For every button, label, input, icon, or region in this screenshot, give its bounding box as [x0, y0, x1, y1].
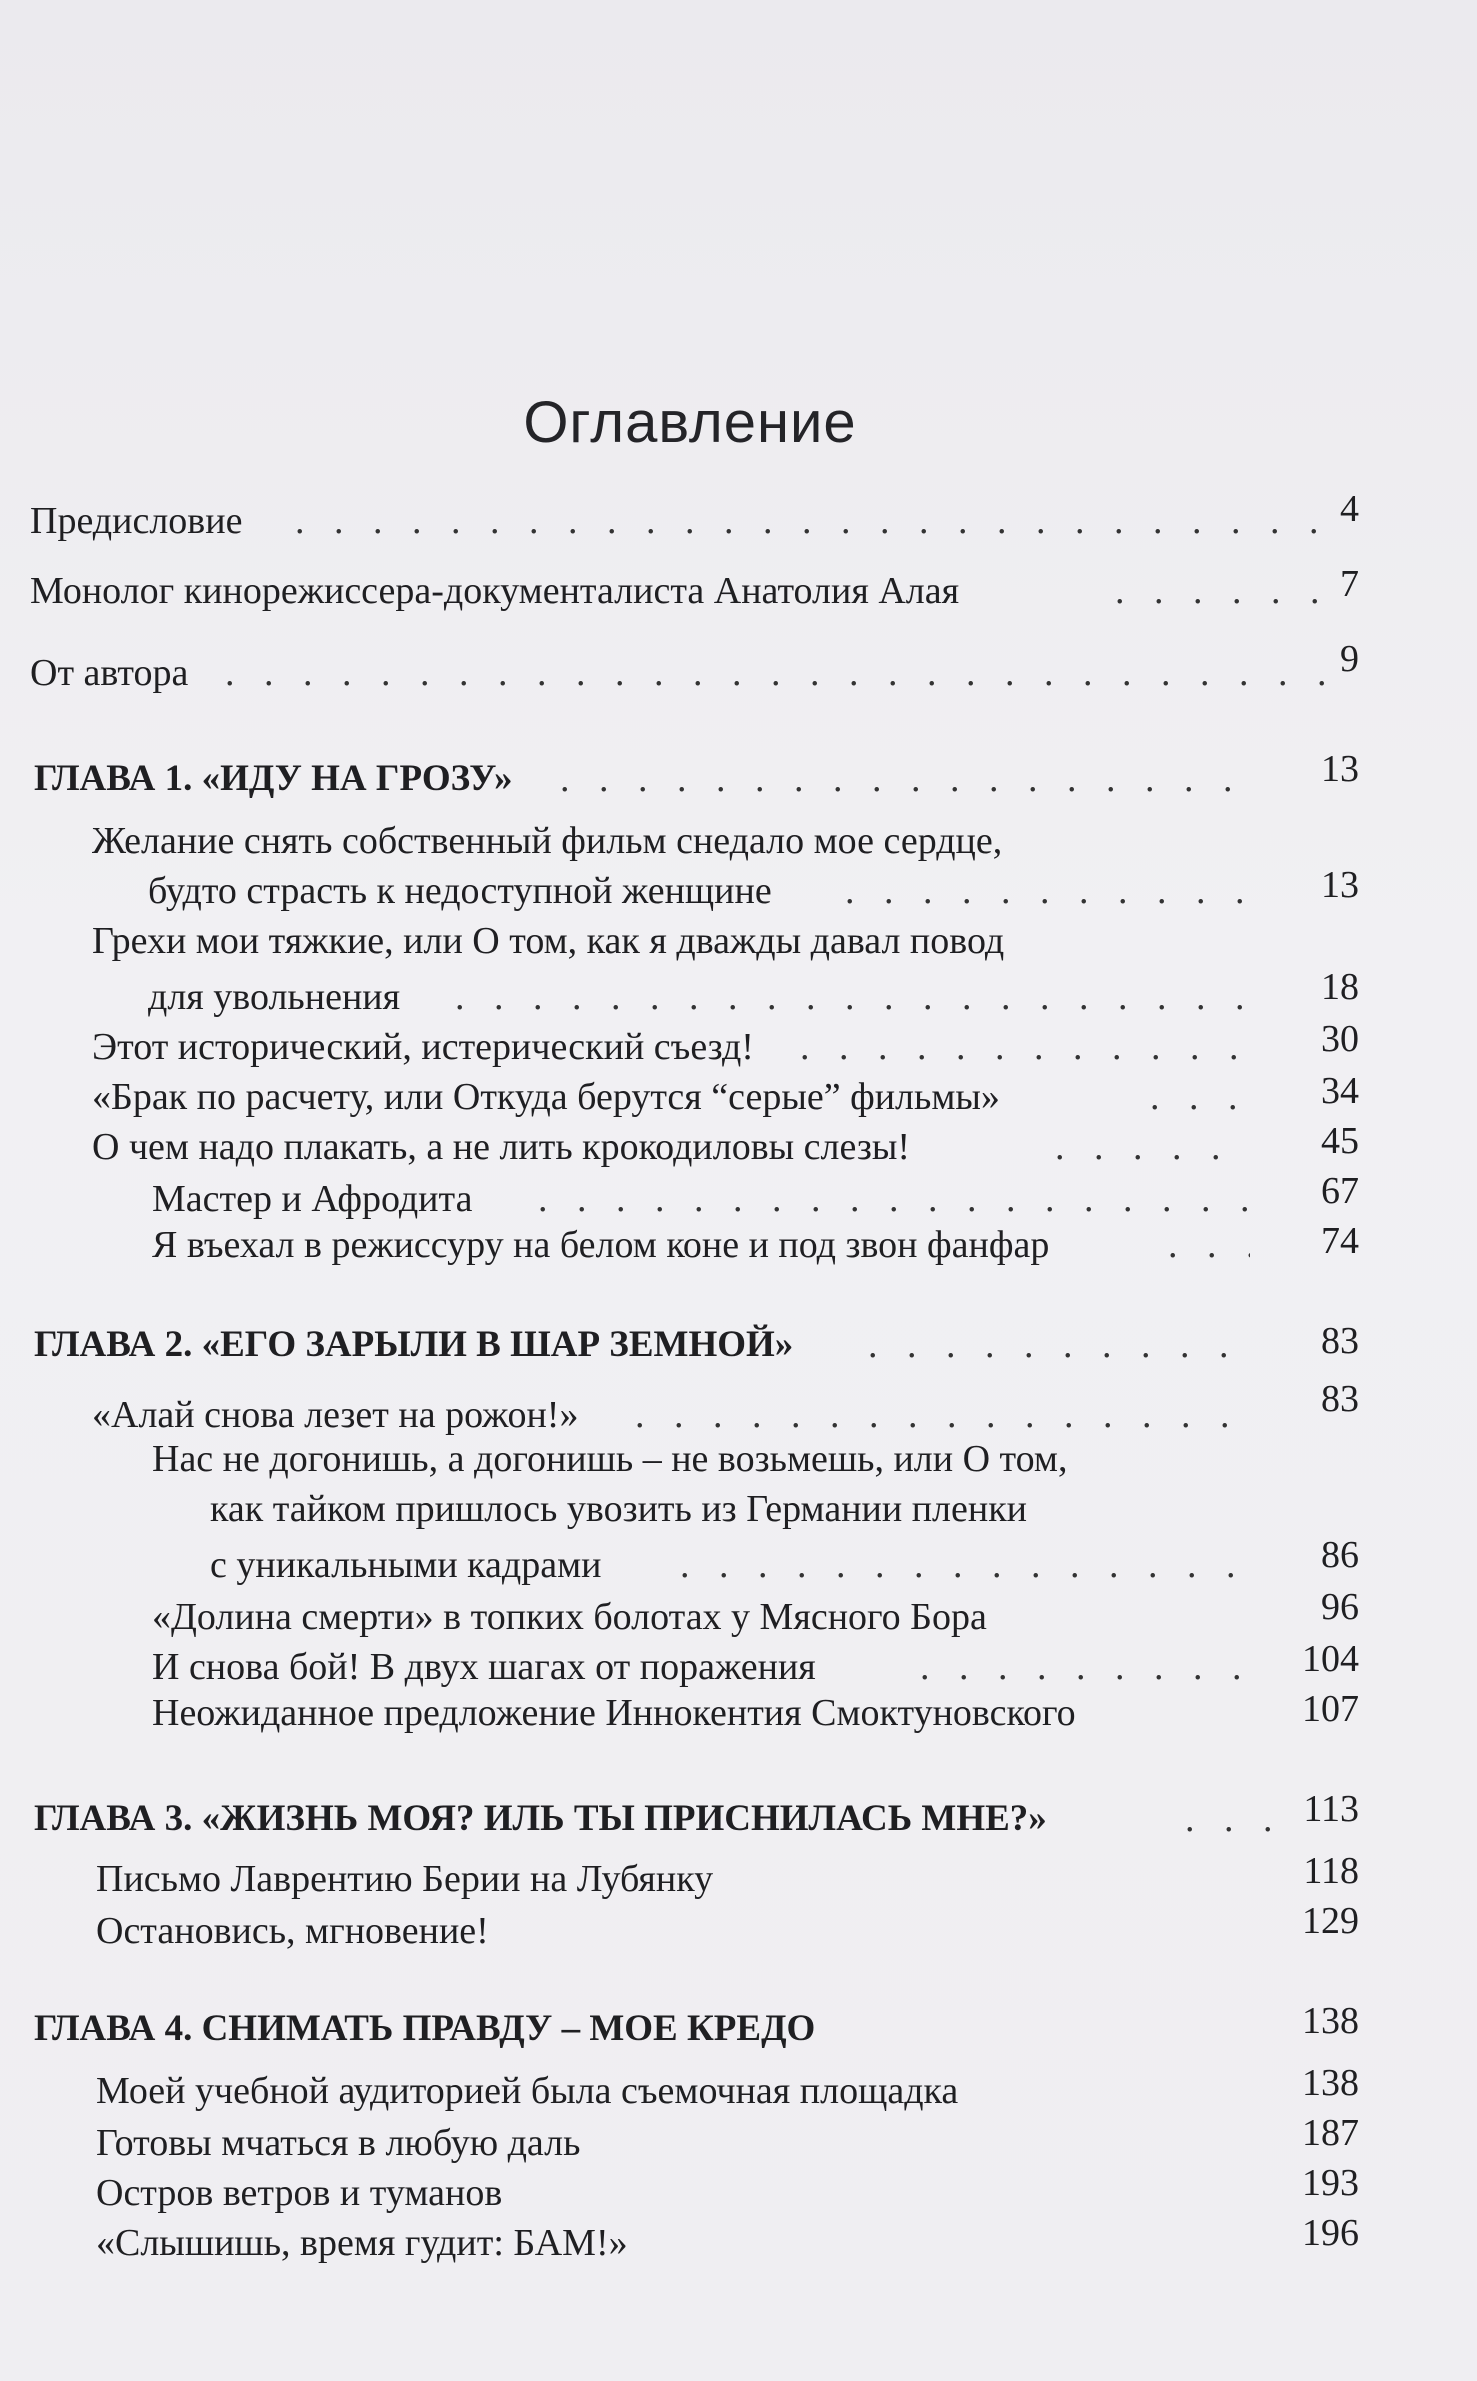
toc-page-number: 67	[1321, 1170, 1359, 1212]
dot-leader	[1055, 1128, 1250, 1166]
chapter-heading: ГЛАВА 4. СНИМАТЬ ПРАВДУ – МОЕ КРЕДО	[34, 2008, 816, 2049]
dot-leader	[920, 1648, 1250, 1686]
toc-page-number: 30	[1321, 1018, 1359, 1060]
toc-page-number: 118	[1303, 1850, 1359, 1892]
toc-entry-text: Я въехал в режиссуру на белом коне и под звон фанфар	[152, 1224, 1050, 1266]
toc-entry-text: Желание снять собственный фильм снедало мое сердце,	[92, 820, 1003, 862]
toc-page-number: 83	[1321, 1320, 1359, 1362]
toc-entry-text: Мастер и Афродита	[152, 1178, 473, 1220]
toc-page-number: 74	[1321, 1220, 1359, 1262]
toc-entry-text: И снова бой! В двух шагах от поражения	[152, 1646, 816, 1688]
dot-leader	[538, 1180, 1250, 1218]
chapter-heading: ГЛАВА 3. «ЖИЗНЬ МОЯ? ИЛЬ ТЫ ПРИСНИЛАСЬ МНЕ?»	[34, 1798, 1047, 1839]
toc-entry-text: О чем надо плакать, а не лить крокодиловы слезы!	[92, 1126, 911, 1168]
toc-entry-text: «Алай снова лезет на рожон!»	[92, 1394, 579, 1436]
chapter-heading: ГЛАВА 2. «ЕГО ЗАРЫЛИ В ШАР ЗЕМНОЙ»	[34, 1324, 794, 1365]
dot-leader	[635, 1396, 1250, 1434]
toc-entry-text: для увольнения	[148, 976, 401, 1018]
toc-entry-text: Предисловие	[30, 500, 243, 542]
toc-page-number: 193	[1302, 2162, 1359, 2204]
toc-entry-text: будто страсть к недоступной женщине	[148, 870, 772, 912]
page-title: Оглавление	[523, 389, 857, 455]
toc-entry-text: Остановись, мгновение!	[96, 1910, 489, 1952]
toc-page-number: 104	[1302, 1638, 1359, 1680]
toc-page-number: 129	[1302, 1900, 1359, 1942]
dot-leader	[1185, 1800, 1285, 1838]
toc-page-number: 34	[1321, 1070, 1359, 1112]
toc-page-number: 196	[1302, 2212, 1359, 2254]
toc-page-number: 9	[1340, 638, 1359, 680]
toc-page-number: 13	[1321, 748, 1359, 790]
toc-entry-text: с уникальными кадрами	[210, 1544, 602, 1586]
dot-leader	[1150, 1078, 1250, 1116]
dot-leader	[225, 654, 1330, 692]
toc-page-number: 113	[1303, 1788, 1359, 1830]
toc-page-number: 96	[1321, 1586, 1359, 1628]
toc-entry-text: Монолог кинорежиссера-документалиста Анатолия Алая	[30, 570, 960, 612]
dot-leader	[680, 1546, 1250, 1584]
toc-entry-text: «Слышишь, время гудит: БАМ!»	[96, 2222, 628, 2264]
toc-page-number: 7	[1340, 563, 1359, 605]
toc-entry-text: «Брак по расчету, или Откуда берутся “серые” фильмы»	[92, 1076, 1000, 1118]
toc-page-number: 138	[1302, 2000, 1359, 2042]
toc-entry-text: От автора	[30, 652, 189, 694]
dot-leader	[295, 502, 1330, 540]
chapter-heading: ГЛАВА 1. «ИДУ НА ГРОЗУ»	[34, 758, 513, 799]
toc-entry-text: Этот исторический, истерический съезд!	[92, 1026, 754, 1068]
toc-page-number: 138	[1302, 2062, 1359, 2104]
dot-leader	[455, 978, 1250, 1016]
toc-page-number: 86	[1321, 1534, 1359, 1576]
dot-leader	[800, 1028, 1250, 1066]
toc-page-number: 13	[1321, 864, 1359, 906]
toc-page-number: 107	[1302, 1688, 1359, 1730]
toc-page-number: 18	[1321, 966, 1359, 1008]
toc-page-number: 187	[1302, 2112, 1359, 2154]
toc-entry-text: Остров ветров и туманов	[96, 2172, 503, 2214]
dot-leader	[1115, 572, 1330, 610]
dot-leader	[1168, 1226, 1250, 1264]
toc-page-number: 45	[1321, 1120, 1359, 1162]
toc-page-number: 83	[1321, 1378, 1359, 1420]
toc-entry-text: Грехи мои тяжкие, или О том, как я дважды давал повод	[92, 920, 1005, 962]
toc-entry-text: Моей учебной аудиторией была съемочная площадка	[96, 2070, 959, 2112]
toc-page-number: 4	[1340, 488, 1359, 530]
toc-entry-text: Нас не догонишь, а догонишь – не возьмешь, или О том,	[152, 1438, 1068, 1480]
toc-entry-text: Письмо Лаврентию Берии на Лубянку	[96, 1858, 714, 1900]
toc-entry-text: как тайком пришлось увозить из Германии пленки	[210, 1488, 1028, 1530]
toc-entry-text: Готовы мчаться в любую даль	[96, 2122, 581, 2164]
dot-leader	[845, 872, 1250, 910]
toc-entry-text: Неожиданное предложение Иннокентия Смоктуновского	[152, 1692, 1076, 1734]
dot-leader	[868, 1326, 1250, 1364]
toc-entry-text: «Долина смерти» в топких болотах у Мясного Бора	[152, 1596, 987, 1638]
dot-leader	[560, 760, 1250, 798]
